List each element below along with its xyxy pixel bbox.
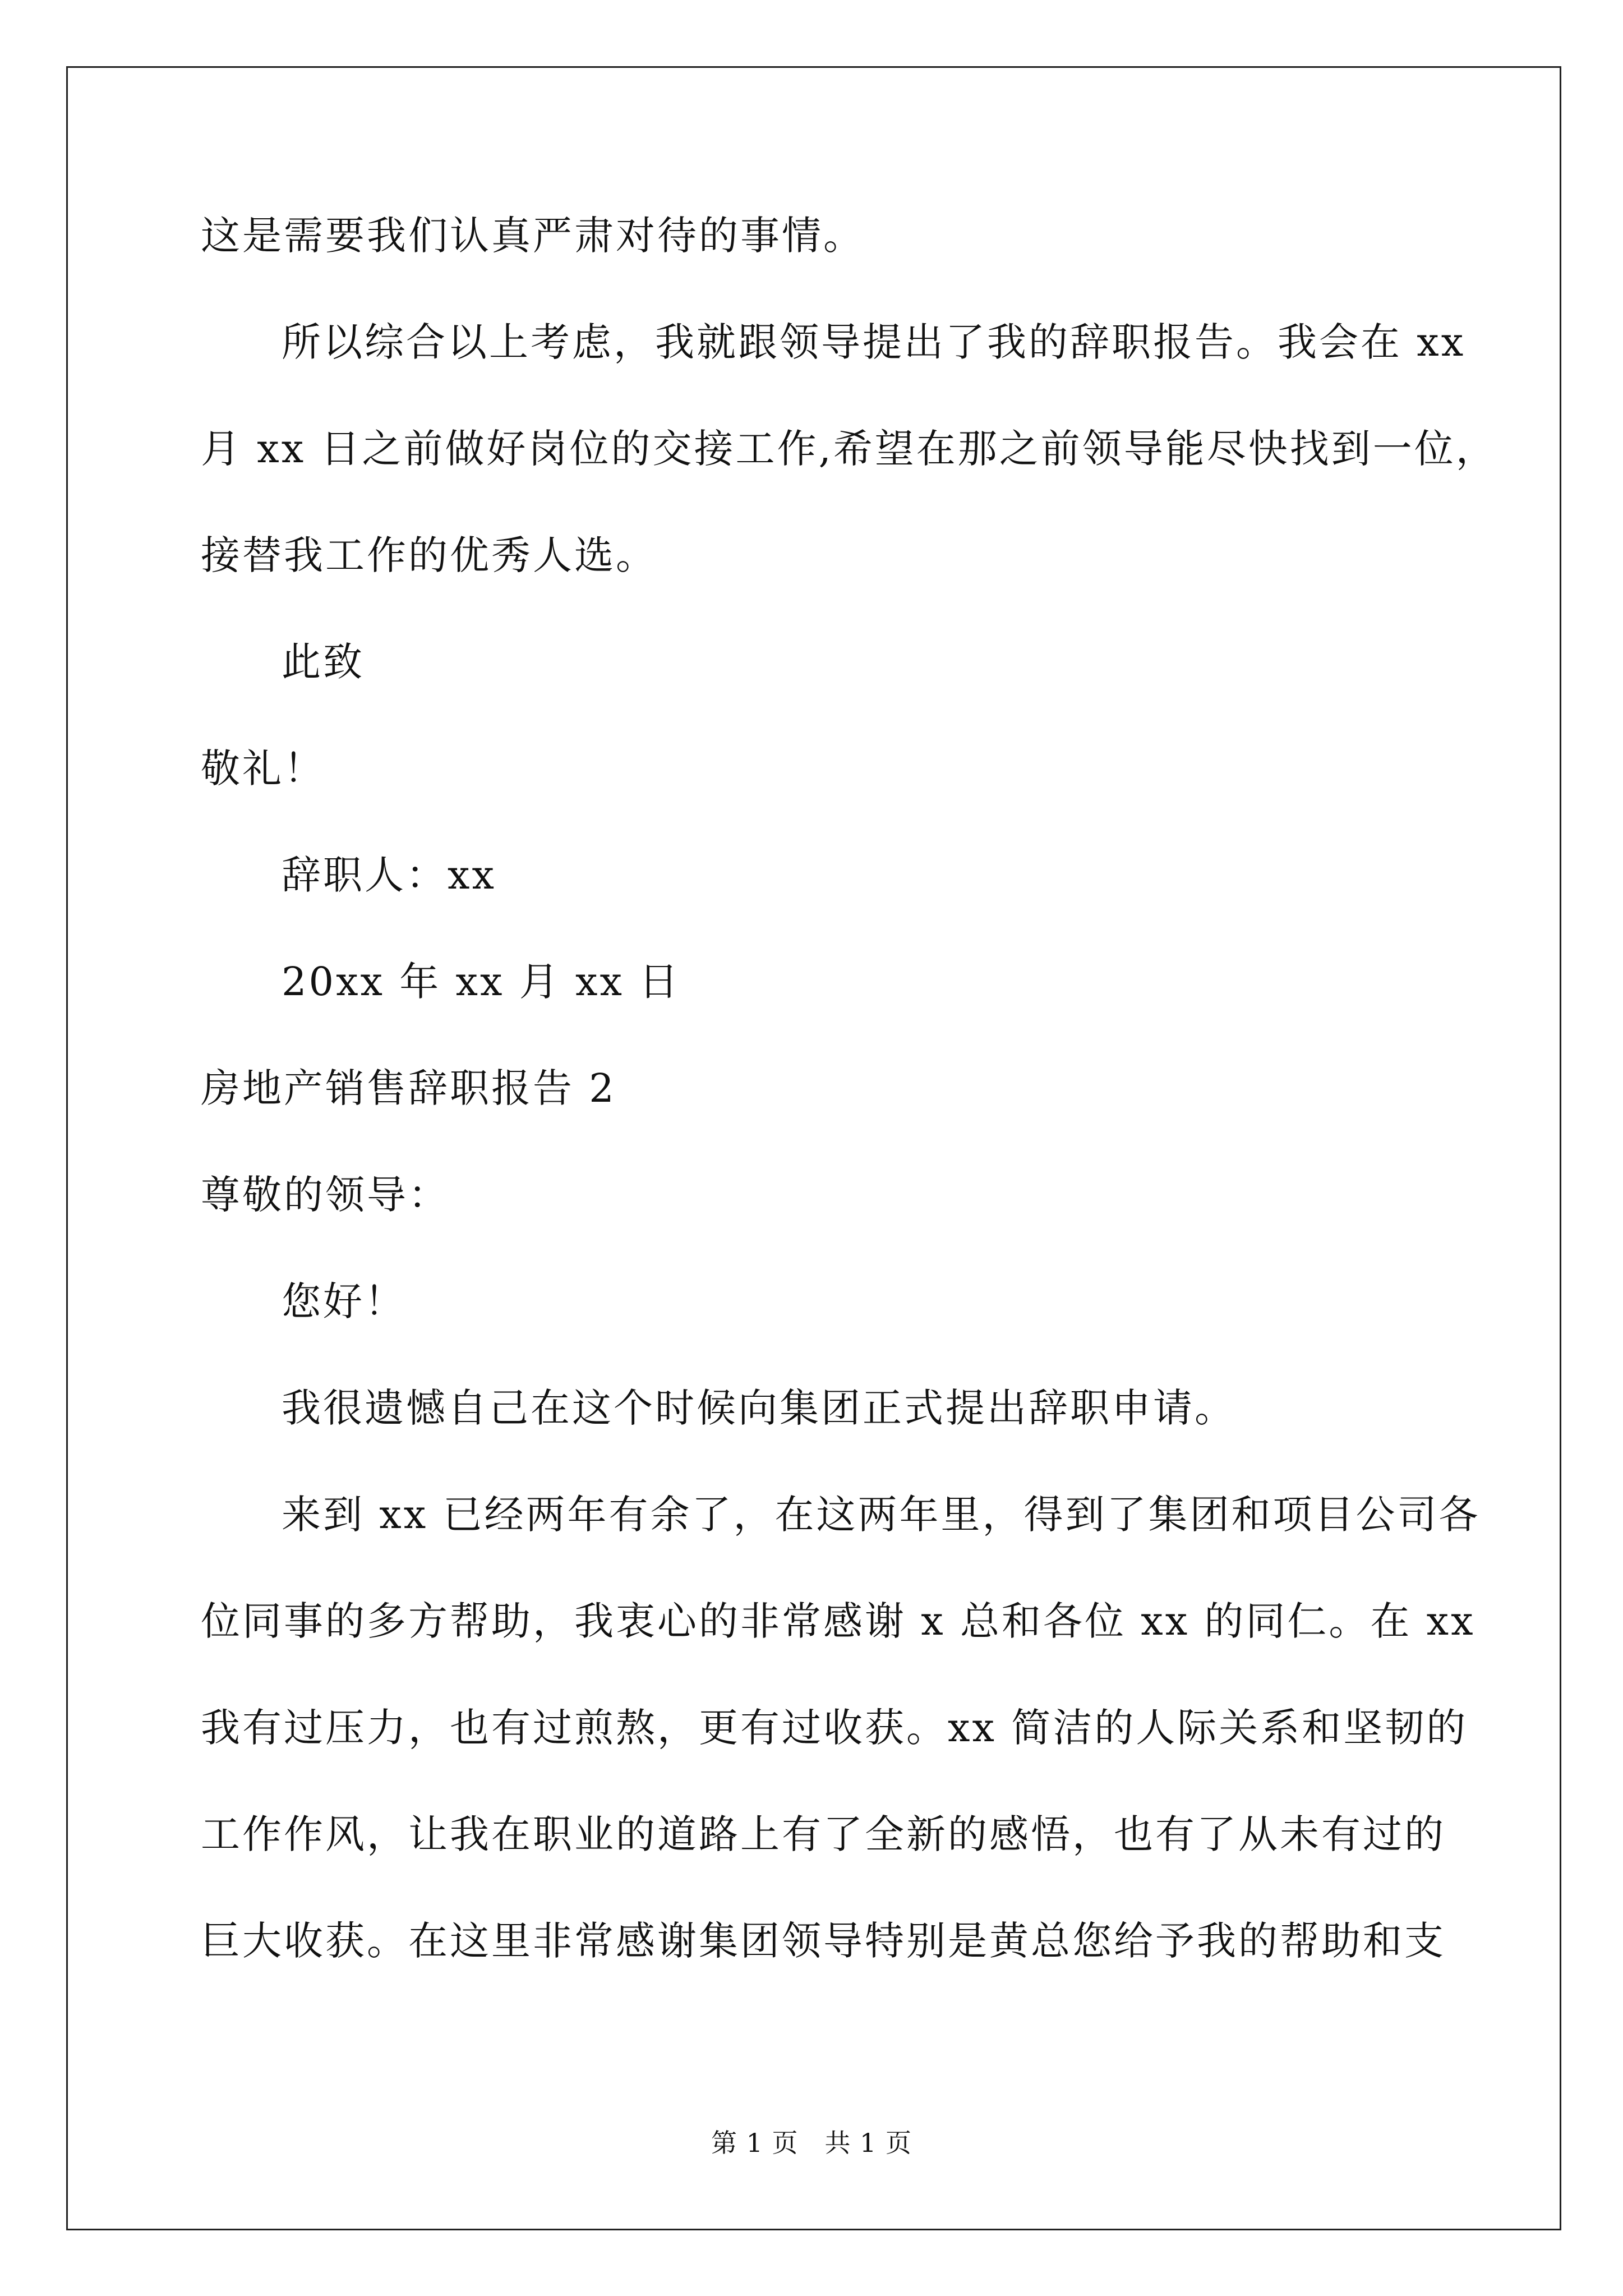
text-line: 工作作风，让我在职业的道路上有了全新的感悟，也有了从未有过的 [201,1811,1446,1857]
salutation: 尊敬的领导： [201,1172,450,1218]
page-number: 第 1 页 [711,2128,799,2158]
text-line: 这是需要我们认真严肃对待的事情。 [201,213,865,259]
text-line: 辞职人：xx [282,852,496,898]
page-footer [0,2126,1623,2160]
text-line: 所以综合以上考虑，我就跟领导提出了我的辞职报告。我会在 xx [282,319,1466,365]
text-line: 位同事的多方帮助，我衷心的非常感谢 x 总和各位 xx 的同仁。在 xx [201,1598,1476,1644]
text-line: 月 xx 日之前做好岗位的交接工作,希望在那之前领导能尽快找到一位， [201,426,1497,472]
text-line: 此致 [282,639,365,685]
page-total: 共 1 页 [824,2128,912,2158]
text-line: 接替我工作的优秀人选。 [201,532,657,578]
section-title: 房地产销售辞职报告 2 [201,1065,616,1111]
text-line: 巨大收获。在这里非常感谢集团领导特别是黄总您给予我的帮助和支 [201,1918,1446,1964]
text-line: 敬礼！ [201,746,325,792]
page-border [66,66,1561,2230]
text-line: 我有过压力，也有过煎熬，更有过收获。xx 简洁的人际关系和坚韧的 [201,1705,1468,1751]
date-line: 20xx 年 xx 月 xx 日 [282,959,681,1005]
text-line: 我很遗憾自己在这个时候向集团正式提出辞职申请。 [282,1385,1236,1431]
text-line: 来到 xx 已经两年有余了，在这两年里，得到了集团和项目公司各 [282,1492,1481,1538]
greeting: 您好！ [282,1278,406,1324]
